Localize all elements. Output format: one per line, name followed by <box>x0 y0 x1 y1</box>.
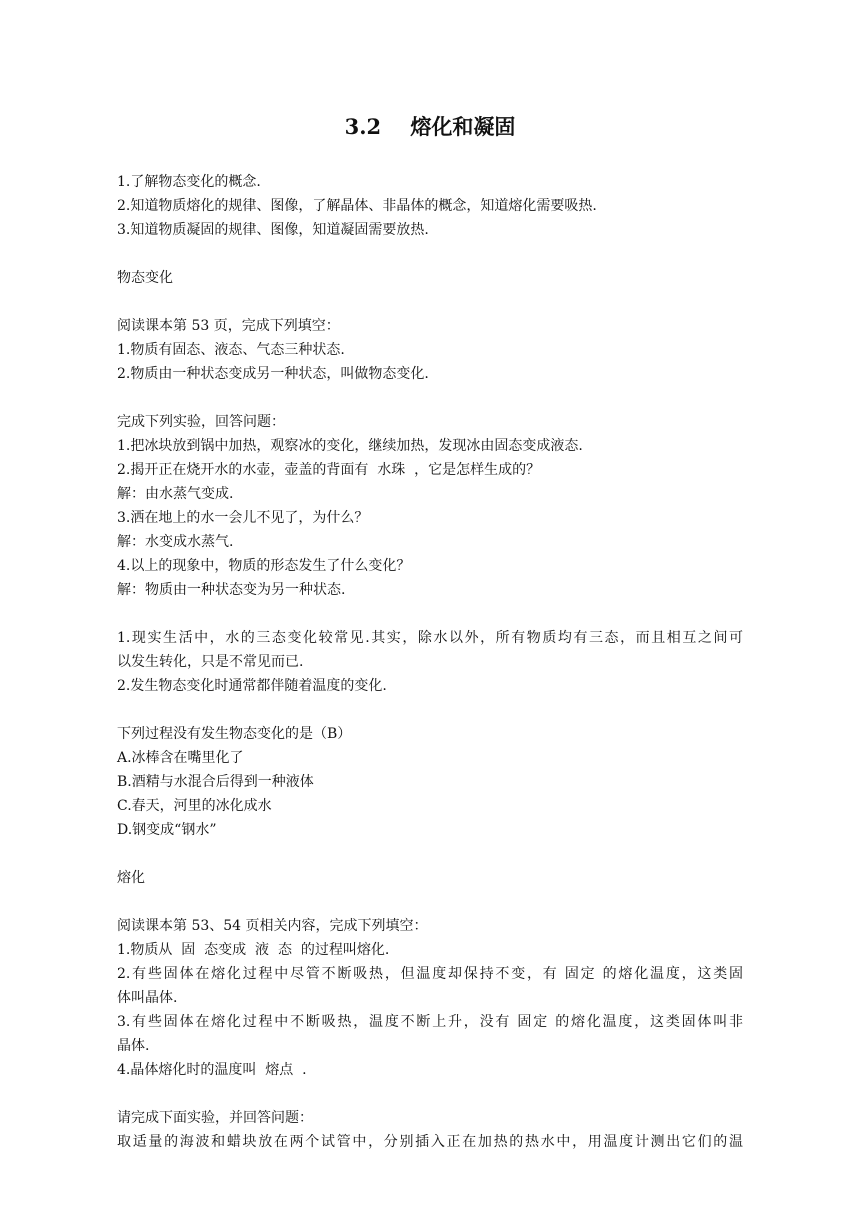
section-heading-melting: 熔化 <box>117 870 145 886</box>
page-title: 3.2 熔化和凝固 <box>344 114 516 139</box>
fill-item: 2.有些固体在熔化过程中尽管不断吸热，但温度却保持不变，有 固定 的熔化温度，这类固 <box>117 966 743 982</box>
experiment-instruction: 完成下列实验，回答问题： <box>117 414 285 430</box>
experiment-item: 1.把冰块放到锅中加热，观察冰的变化，继续加热，发现冰由固态变成液态. <box>117 438 583 454</box>
spacer <box>117 602 743 626</box>
option-d: D.钢变成“钢水” <box>117 822 217 838</box>
note-text: 1.现实生活中，水的三态变化较常见.其实，除水以外，所有物质均有三态，而且相互之间可 <box>117 630 743 646</box>
option-c: C.春天，河里的冰化成水 <box>117 798 272 814</box>
fill-item: 体叫晶体. <box>117 990 178 1006</box>
objective-item: 3.知道物质凝固的规律、图像，知道凝固需要放热. <box>117 222 429 238</box>
spacer <box>117 890 743 914</box>
answer-text: 解：物质由一种状态变为另一种状态. <box>117 582 346 598</box>
objective-item: 1.了解物态变化的概念. <box>117 174 261 190</box>
fill-item: 晶体. <box>117 1038 150 1054</box>
option-b: B.酒精与水混合后得到一种液体 <box>117 774 314 790</box>
reading-instruction: 阅读课本第 53、54 页相关内容，完成下列填空： <box>117 918 428 934</box>
fill-item: 1.物质从 固 态变成 液 态 的过程叫熔化. <box>117 942 390 958</box>
fill-item: 3.有些固体在熔化过程中不断吸热，温度不断上升，没有 固定 的熔化温度，这类固体叫非 <box>117 1014 743 1030</box>
experiment-item: 3.洒在地上的水一会儿不见了，为什么？ <box>117 510 369 526</box>
objective-item: 2.知道物质熔化的规律、图像，了解晶体、非晶体的概念，知道熔化需要吸热. <box>117 198 597 214</box>
spacer <box>117 386 743 410</box>
section-heading-state-change: 物态变化 <box>117 270 173 286</box>
option-a: A.冰棒含在嘴里化了 <box>117 750 244 766</box>
fill-item: 1.物质有固态、液态、气态三种状态. <box>117 342 345 358</box>
spacer <box>117 698 743 722</box>
note-text: 以发生转化，只是不常见而已. <box>117 654 304 670</box>
fill-item: 4.晶体熔化时的温度叫 熔点 . <box>117 1062 307 1078</box>
reading-instruction: 阅读课本第 53 页，完成下列填空： <box>117 318 340 334</box>
fill-item: 2.物质由一种状态变成另一种状态，叫做物态变化. <box>117 366 429 382</box>
spacer <box>117 1082 743 1106</box>
spacer <box>117 842 743 866</box>
spacer <box>117 242 743 266</box>
answer-text: 解：由水蒸气变成. <box>117 486 234 502</box>
note-text: 2.发生物态变化时通常都伴随着温度的变化. <box>117 678 387 694</box>
experiment-item: 2.揭开正在烧开水的水壶，壶盖的背面有 水珠 ，它是怎样生成的？ <box>117 462 541 478</box>
experiment-instruction: 请完成下面实验，并回答问题： <box>117 1110 313 1126</box>
spacer <box>117 290 743 314</box>
question-text: 下列过程没有发生物态变化的是（B） <box>117 726 352 742</box>
answer-text: 解：水变成水蒸气. <box>117 534 234 550</box>
document-body <box>117 170 743 1154</box>
experiment-text: 取适量的海波和蜡块放在两个试管中，分别插入正在加热的热水中，用温度计测出它们的温 <box>117 1134 743 1150</box>
experiment-item: 4.以上的现象中，物质的形态发生了什么变化？ <box>117 558 411 574</box>
